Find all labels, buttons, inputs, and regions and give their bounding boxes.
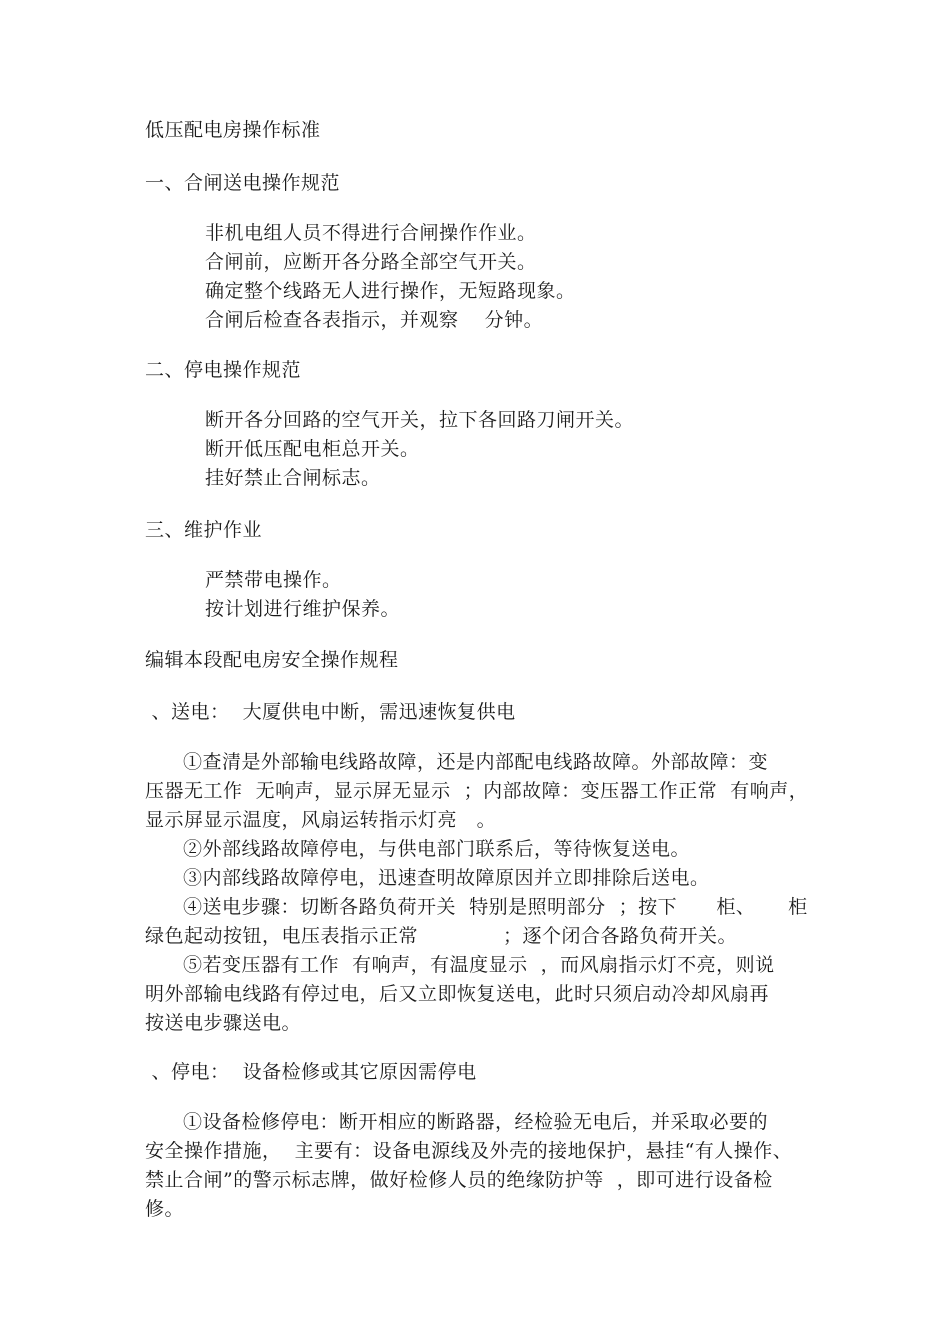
paragraph-line: ③内部线路故障停电，迅速查明故障原因并立即排除后送电。 xyxy=(183,867,710,889)
paragraph-line: 修。 xyxy=(145,1198,185,1220)
paragraph-line: 安全操作措施， 主要有：设备电源线及外壳的接地保护，悬挂“有人操作、 xyxy=(145,1140,793,1162)
paragraph-line: ①查清是外部输电线路故障，还是内部配电线路故障。外部故障：变 xyxy=(183,751,769,773)
list-item: 确定整个线路无人进行操作，无短路现象。 xyxy=(205,280,576,302)
list-item: 按计划进行维护保养。 xyxy=(205,598,401,620)
paragraph-line: 禁止合闸”的警示标志牌，做好检修人员的绝缘防护等 ，即可进行设备检 xyxy=(145,1169,773,1191)
list-item: 断开低压配电柜总开关。 xyxy=(205,438,420,460)
paragraph-line: ①设备检修停电：断开相应的断路器，经检验无电后，并采取必要的 xyxy=(183,1111,769,1133)
paragraph-line: ②外部线路故障停电，与供电部门联系后，等待恢复送电。 xyxy=(183,838,691,860)
paragraph-line: 压器无工作 无响声，显示屏无显示 ；内部故障：变压器工作正常 有响声， xyxy=(145,780,809,802)
edit-section-heading: 编辑本段配电房安全操作规程 xyxy=(145,649,399,671)
section-heading-power-off: 二、停电操作规范 xyxy=(145,359,302,381)
list-item: 合闸后检查各表指示，并观察 分钟。 xyxy=(205,309,544,331)
section-heading-maintenance: 三、维护作业 xyxy=(145,519,263,541)
paragraph-line: ⑤若变压器有工作 有响声，有温度显示 ，而风扇指示灯不亮，则说 xyxy=(183,954,775,976)
list-item: 严禁带电操作。 xyxy=(205,569,342,591)
list-item: 挂好禁止合闸标志。 xyxy=(205,467,381,489)
document-title: 低压配电房操作标准 xyxy=(145,119,321,141)
paragraph-line: 按送电步骤送电。 xyxy=(145,1012,302,1034)
paragraph-line: ④送电步骤：切断各路负荷开关 特别是照明部分 ；按下 柜、 柜 xyxy=(183,896,808,918)
list-item: 非机电组人员不得进行合闸操作作业。 xyxy=(205,222,537,244)
section-heading-close-switch: 一、合闸送电操作规范 xyxy=(145,172,341,194)
paragraph-line: 绿色起动按钮，电压表指示正常 ；逐个闭合各路负荷开关。 xyxy=(145,925,738,947)
paragraph-line: 显示屏显示温度，风扇运转指示灯亮 。 xyxy=(145,809,497,831)
power-off-heading: 、停电： 设备检修或其它原因需停电 xyxy=(145,1061,477,1083)
power-on-heading: 、送电： 大厦供电中断，需迅速恢复供电 xyxy=(145,701,516,723)
list-item: 合闸前，应断开各分路全部空气开关。 xyxy=(205,251,537,273)
paragraph-line: 明外部输电线路有停过电，后又立即恢复送电，此时只须启动冷却风扇再 xyxy=(145,983,770,1005)
list-item: 断开各分回路的空气开关，拉下各回路刀闸开关。 xyxy=(205,409,635,431)
